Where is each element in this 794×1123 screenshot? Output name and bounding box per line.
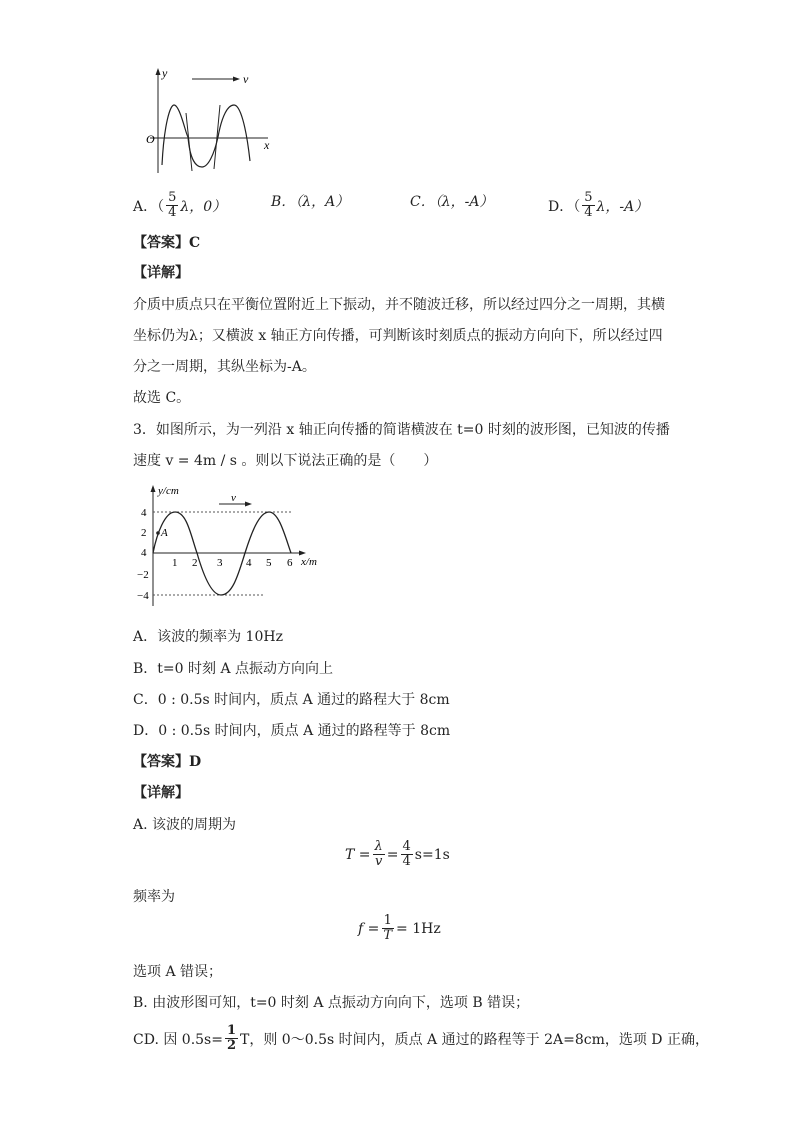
y-axis-arrow bbox=[151, 485, 156, 492]
tangent-line bbox=[186, 113, 192, 171]
option-b[interactable]: B．（λ，A） bbox=[271, 194, 350, 210]
y-tick-label: −2 bbox=[137, 569, 149, 581]
option-cd-verdict: CD. 因 0.5s= $\frac{1}{2}$ T，则 0～0.5s 时间内，质点 A 通过的路程等于 2A=8cm，选项 D 正确， bbox=[133, 1023, 709, 1053]
explanation-line: 介质中质点只在平衡位置附近上下振动，并不随波迁移，所以经过四分之一周期，其横 bbox=[133, 297, 665, 313]
option-d[interactable]: D．（ $\frac{5}{4}$ λ，-A） bbox=[548, 190, 649, 220]
option-c[interactable]: C．（λ，-A） bbox=[410, 194, 494, 210]
tangent-line bbox=[214, 105, 220, 169]
velocity-arrow-head bbox=[233, 77, 240, 82]
period-intro: A. 该波的周期为 bbox=[133, 817, 237, 833]
y-axis-label: y/cm bbox=[158, 485, 179, 497]
question-3-stem: 3．如图所示，为一列沿 x 轴正向传播的简谐横波在 t=0 时刻的波形图，已知波的传播 bbox=[133, 422, 670, 438]
y-tick-label: 2 bbox=[141, 527, 147, 539]
answer-q3: 【答案】D bbox=[133, 754, 202, 770]
point-a-label: A bbox=[161, 527, 168, 539]
y-tick-label: 4 bbox=[141, 547, 147, 559]
origin-label: O bbox=[146, 132, 155, 146]
option-c[interactable]: C．0 : 0.5s 时间内，质点 A 通过的路程大于 8cm bbox=[133, 692, 450, 708]
x-tick-label: 3 bbox=[217, 557, 223, 569]
frequency-intro: 频率为 bbox=[133, 889, 175, 905]
velocity-arrow-head bbox=[245, 502, 252, 507]
wave-figure-2 bbox=[135, 478, 335, 610]
wave-curve bbox=[188, 137, 218, 167]
x-tick-label: 4 bbox=[246, 557, 252, 569]
x-axis-label: x/m bbox=[301, 556, 317, 568]
x-tick-label: 5 bbox=[266, 557, 272, 569]
x-axis-label: x bbox=[264, 138, 270, 152]
detail-heading-q3: 【详解】 bbox=[133, 785, 189, 801]
option-a[interactable]: A．该波的频率为 10Hz bbox=[133, 629, 283, 645]
option-b[interactable]: B．t=0 时刻 A 点振动方向向上 bbox=[133, 661, 334, 677]
answer-q2: 【答案】C bbox=[133, 235, 201, 251]
explanation-line: 分之一周期，其纵坐标为-A。 bbox=[133, 359, 316, 375]
period-equation: T = $\frac{\lambda}{v}$ = $\frac{4}{4}$ s=1s bbox=[345, 839, 450, 869]
option-a[interactable]: A．（ $\frac{5}{4}$ λ，0） bbox=[133, 190, 227, 220]
x-tick-label: 1 bbox=[172, 557, 178, 569]
velocity-label: v bbox=[243, 72, 249, 86]
x-tick-label: 6 bbox=[287, 557, 293, 569]
wave-curve bbox=[162, 105, 188, 165]
option-a-verdict: 选项 A 错误； bbox=[133, 964, 223, 980]
option-d[interactable]: D．0 : 0.5s 时间内，质点 A 通过的路程等于 8cm bbox=[133, 723, 451, 739]
x-axis-arrow bbox=[299, 551, 306, 556]
y-axis-arrow bbox=[156, 68, 161, 75]
x-tick-label: 2 bbox=[192, 557, 198, 569]
velocity-label: v bbox=[231, 492, 236, 504]
frequency-equation: f = $\frac{1}{T}$ = 1Hz bbox=[358, 913, 441, 943]
y-tick-label: −4 bbox=[137, 590, 149, 602]
y-axis-label: y bbox=[162, 66, 168, 80]
y-tick-label: 4 bbox=[141, 507, 147, 519]
point-a-marker bbox=[156, 531, 160, 535]
option-b-verdict: B. 由波形图可知，t=0 时刻 A 点振动方向向下，选项 B 错误； bbox=[133, 995, 530, 1011]
explanation-line: 坐标仍为λ；又横波 x 轴正方向传播，可判断该时刻质点的振动方向向下，所以经过四 bbox=[133, 328, 663, 344]
conclusion-q2: 故选 C。 bbox=[133, 390, 191, 406]
question-3-stem: 速度 v = 4m / s 。则以下说法正确的是（ ） bbox=[133, 453, 438, 469]
wave-figure-1 bbox=[140, 65, 280, 180]
detail-heading-q2: 【详解】 bbox=[133, 265, 189, 281]
wave-curve bbox=[218, 105, 250, 161]
